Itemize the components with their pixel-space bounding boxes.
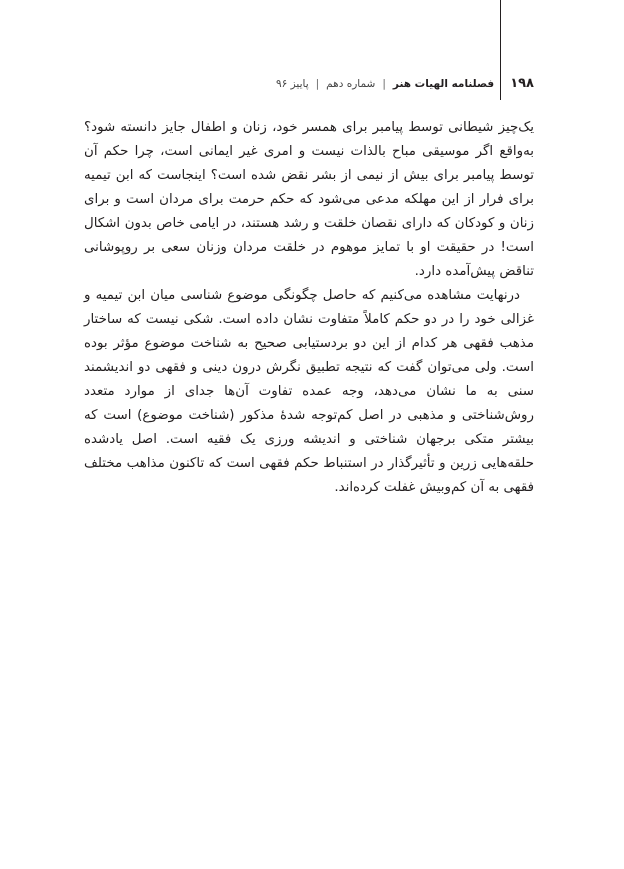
journal-title: فصلنامه الهیات هنر	[392, 78, 495, 90]
paragraph: درنهایت مشاهده می‌کنیم که حاصل چگونگی موضوع شناسی میان ابن تیمیه و غزالی خود را در دو حکم کاملاً متفاوت نشان داده است. شکی نیست که ساختار مذهب فقهی هر کدام از این دو بردستیابی صحیح به شناخت موضوع مؤثر بوده است. ولی می‌توان گفت که نتیجه تطبیق نگرش درون دینی و فقهی دو اندیشمند سنی به ما نشان می‌دهد، وجه عمده تفاوت آن‌ها جدای از موارد متعدد روش‌شناختی و مذهبی در اصل کم‌توجه شدهٔ مذکور (شناخت موضوع) است که بیشتر متکی برجهان شناختی و اندیشه ورزی یک فقیه است. اصل یادشده حلقه‌هایی زرین و تأثیرگذار در استنباط حکم فقهی است که تاکنون مذاهب مختلف فقهی به آن کم‌وبیش غفلت کرده‌اند.	[84, 288, 534, 495]
header-separator: |	[382, 78, 386, 90]
body-text	[84, 116, 534, 500]
running-header	[276, 76, 534, 91]
page-number: ۱۹۸	[510, 76, 534, 91]
season-label: پاییز ۹۶	[276, 78, 309, 90]
paragraph: یک‌چیز شیطانی توسط پیامبر برای همسر خود، زنان و اطفال جایز دانسته شود؟ به‌واقع اگر موسیقی مباح بالذات نیست و امری غیر ایمانی است، چرا حکم آن توسط پیامبر برای بیش از نیمی از بشر نقض شده است؟ اینجاست که ابن تیمیه برای فرار از این مهلکه مدعی می‌شود که حکم حرمت برای مردان است و برای زنان و کودکان که دارای نقصان خلقت و رشد هستند، در ایامی خاص بدون اشکال است! در حقیقت او با تمایز موهوم در خلقت مردان وزنان سعی بر روپوشانی تناقض پیش‌آمده دارد.	[84, 120, 534, 279]
issue-label: شماره دهم	[326, 78, 376, 90]
header-separator: |	[315, 78, 320, 90]
